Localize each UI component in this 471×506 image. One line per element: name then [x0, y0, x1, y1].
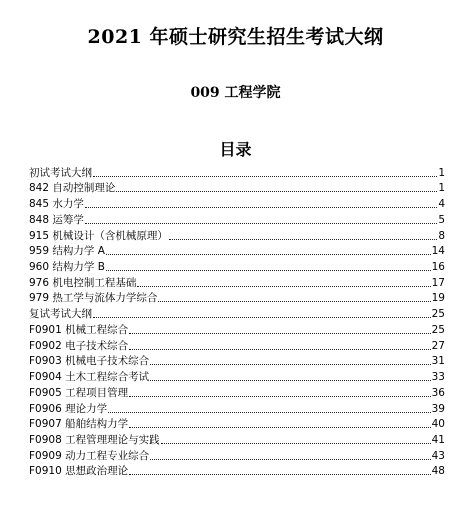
toc-entry-label: F0908 工程管理理论与实践 [29, 433, 160, 446]
toc-leader-dots [93, 176, 437, 177]
toc-entry[interactable] [29, 211, 445, 227]
toc-leader-dots [129, 427, 431, 428]
toc-entry[interactable] [29, 305, 445, 321]
toc-entry-label: 845 水力学 [29, 198, 84, 211]
toc-leader-dots [137, 286, 430, 287]
table-of-contents [29, 164, 445, 478]
toc-entry[interactable] [29, 243, 445, 259]
toc-leader-dots [93, 317, 431, 318]
toc-leader-dots [129, 474, 431, 475]
toc-leader-dots [85, 223, 437, 224]
toc-entry-page: 8 [438, 229, 445, 242]
toc-entry-label: F0910 思想政治理论 [29, 465, 129, 478]
toc-leader-dots [150, 380, 431, 381]
toc-entry-page: 1 [438, 182, 445, 195]
toc-entry-page: 25 [431, 308, 445, 321]
toc-entry[interactable] [29, 258, 445, 274]
toc-entry[interactable] [29, 337, 445, 353]
toc-entry-page: 5 [438, 213, 445, 226]
toc-entry[interactable] [29, 368, 445, 384]
toc-entry-page: 27 [431, 339, 445, 352]
toc-leader-dots [161, 443, 431, 444]
toc-entry[interactable] [29, 180, 445, 196]
toc-leader-dots [129, 333, 431, 334]
toc-entry-label: F0905 工程项目管理 [29, 386, 129, 399]
toc-entry-label: F0906 理论力学 [29, 402, 108, 415]
toc-entry-label: 842 自动控制理论 [29, 182, 116, 195]
toc-entry-label: 976 机电控制工程基础 [29, 276, 137, 289]
toc-leader-dots [129, 349, 431, 350]
toc-entry-page: 40 [431, 418, 445, 431]
college-heading: 009 工程学院 [190, 85, 281, 101]
toc-entry-label: 初试考试大纲 [29, 166, 92, 179]
toc-leader-dots [169, 239, 437, 240]
toc-entry-label: F0901 机械工程综合 [29, 323, 129, 336]
toc-entry[interactable] [29, 463, 445, 479]
toc-entry-page: 39 [431, 402, 445, 415]
toc-entry[interactable] [29, 447, 445, 463]
toc-entry-page: 16 [431, 261, 445, 274]
document-title: 2021 年硕士研究生招生考试大纲 [87, 26, 384, 48]
toc-entry-page: 1 [438, 166, 445, 179]
toc-leader-dots [129, 396, 431, 397]
toc-entry-page: 33 [431, 371, 445, 384]
toc-leader-dots [85, 207, 437, 208]
toc-entry-label: 复试考试大纲 [29, 308, 92, 321]
toc-entry-page: 4 [438, 198, 445, 211]
toc-entry[interactable] [29, 353, 445, 369]
toc-leader-dots [116, 191, 437, 192]
toc-entry-page: 19 [431, 292, 445, 305]
toc-entry-page: 41 [431, 433, 445, 446]
toc-entry-label: 959 结构力学 A [29, 245, 105, 258]
toc-entry[interactable] [29, 164, 445, 180]
toc-entry[interactable] [29, 400, 445, 416]
toc-entry-label: 960 结构力学 B [29, 261, 105, 274]
toc-entry[interactable] [29, 384, 445, 400]
toc-entry[interactable] [29, 274, 445, 290]
toc-entry-label: 848 运筹学 [29, 213, 84, 226]
toc-entry-label: F0903 机械电子技术综合 [29, 355, 150, 368]
toc-entry-label: F0907 船舶结构力学 [29, 418, 129, 431]
toc-leader-dots [108, 412, 431, 413]
toc-entry-page: 17 [431, 276, 445, 289]
toc-leader-dots [106, 254, 431, 255]
toc-entry[interactable] [29, 431, 445, 447]
toc-entry-page: 36 [431, 386, 445, 399]
toc-entry-label: F0909 动力工程专业综合 [29, 449, 150, 462]
toc-leader-dots [158, 301, 430, 302]
toc-entry[interactable] [29, 321, 445, 337]
toc-entry-page: 14 [431, 245, 445, 258]
toc-entry-label: 979 热工学与流体力学综合 [29, 292, 158, 305]
toc-entry-page: 43 [431, 449, 445, 462]
toc-entry-page: 31 [431, 355, 445, 368]
toc-leader-dots [150, 364, 431, 365]
toc-entry-label: 915 机械设计（含机械原理） [29, 229, 168, 242]
toc-entry-label: F0902 电子技术综合 [29, 339, 129, 352]
toc-entry-label: F0904 土木工程综合考试 [29, 371, 150, 384]
toc-leader-dots [106, 270, 431, 271]
toc-entry[interactable] [29, 195, 445, 211]
toc-leader-dots [150, 459, 431, 460]
toc-entry[interactable] [29, 416, 445, 432]
toc-entry-page: 25 [431, 323, 445, 336]
toc-heading: 目录 [219, 140, 252, 159]
toc-entry[interactable] [29, 227, 445, 243]
toc-entry[interactable] [29, 290, 445, 306]
toc-entry-page: 48 [431, 465, 445, 478]
